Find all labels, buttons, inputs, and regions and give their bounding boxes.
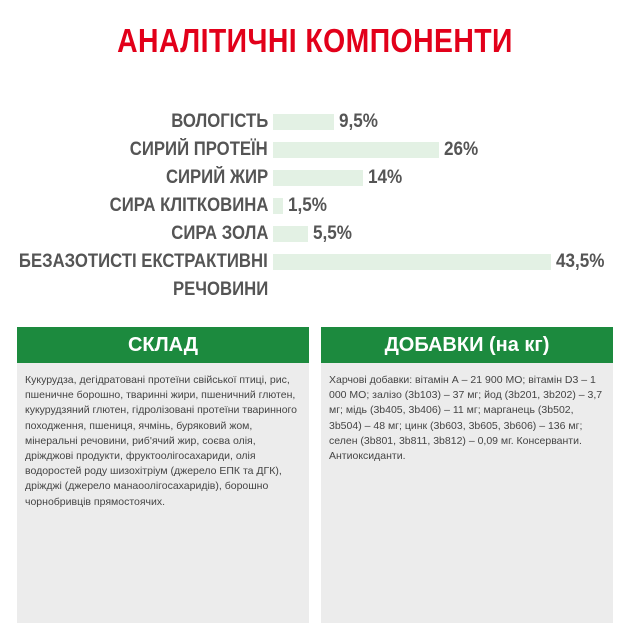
composition-heading: СКЛАД (17, 327, 309, 363)
component-value: 26% (444, 139, 479, 160)
component-bar (273, 142, 439, 158)
page-title: АНАЛІТИЧНІ КОМПОНЕНТИ (117, 22, 513, 59)
component-label: СИРИЙ ЖИР (165, 167, 268, 188)
additives-body (321, 363, 613, 623)
component-value: 14% (368, 167, 403, 188)
component-label: СИРА КЛІТКОВИНА (109, 195, 268, 216)
component-label: БЕЗАЗОТИСТІ ЕКСТРАКТИВНІ (19, 251, 268, 272)
composition-text: Кукурудза, дегідратовані протеїни свійської птиці, рис, пшеничне борошно, тваринні жири, пшеничний глютен, кукурудзяний глютен, гідролізовані протеїни тваринного походження, пшениця, ячмінь, буряковий жом, мінеральні речовини, риб'ячий жир, соєва олія, дріжджові продукти, фруктоолігосахариди, олія водоростей роду шизохітріум (джерело ЕПК та ДГК), дріжджі (джерело манаоолігосахаридів), борошно чорнобривців прямостоячих. (25, 374, 297, 508)
component-label-continuation: РЕЧОВИНИ (172, 279, 268, 300)
additives-panel (321, 327, 613, 623)
component-bar (273, 254, 551, 270)
additives-heading: ДОБАВКИ (на кг) (321, 327, 613, 363)
component-row-moisture (0, 108, 630, 136)
composition-body (17, 363, 309, 623)
composition-panel (17, 327, 309, 623)
component-row-nfe (0, 248, 630, 276)
component-label: СИРИЙ ПРОТЕЇН (130, 139, 268, 160)
component-row-fat (0, 164, 630, 192)
component-label: ВОЛОГІСТЬ (170, 111, 268, 132)
additives-text: Харчові добавки: вітамін А – 21 900 МО; вітамін D3 – 1 000 МО; залізо (3b103) – 37 мг; йод (3b201, 3b202) – 3,7 мг; мідь (3b405, 3b406) – 11 мг; марганець (3b502, 3b504) – 48 мг; цинк (3b603, 3b605, 3b606) – 136 мг; селен (3b801, 3b811, 3b812) – 0,09 мг. Консерванти. Антиоксиданти. (329, 374, 603, 463)
component-bar (273, 170, 363, 186)
component-label: СИРА ЗОЛА (170, 223, 268, 244)
component-value: 43,5% (556, 251, 605, 272)
component-row-protein (0, 136, 630, 164)
component-bar (273, 226, 308, 242)
component-value: 5,5% (313, 223, 352, 244)
component-value: 9,5% (339, 111, 378, 132)
component-row-fibre (0, 192, 630, 220)
component-row-ash (0, 220, 630, 248)
component-value: 1,5% (288, 195, 327, 216)
component-bar (273, 114, 334, 130)
component-bar (273, 198, 283, 214)
